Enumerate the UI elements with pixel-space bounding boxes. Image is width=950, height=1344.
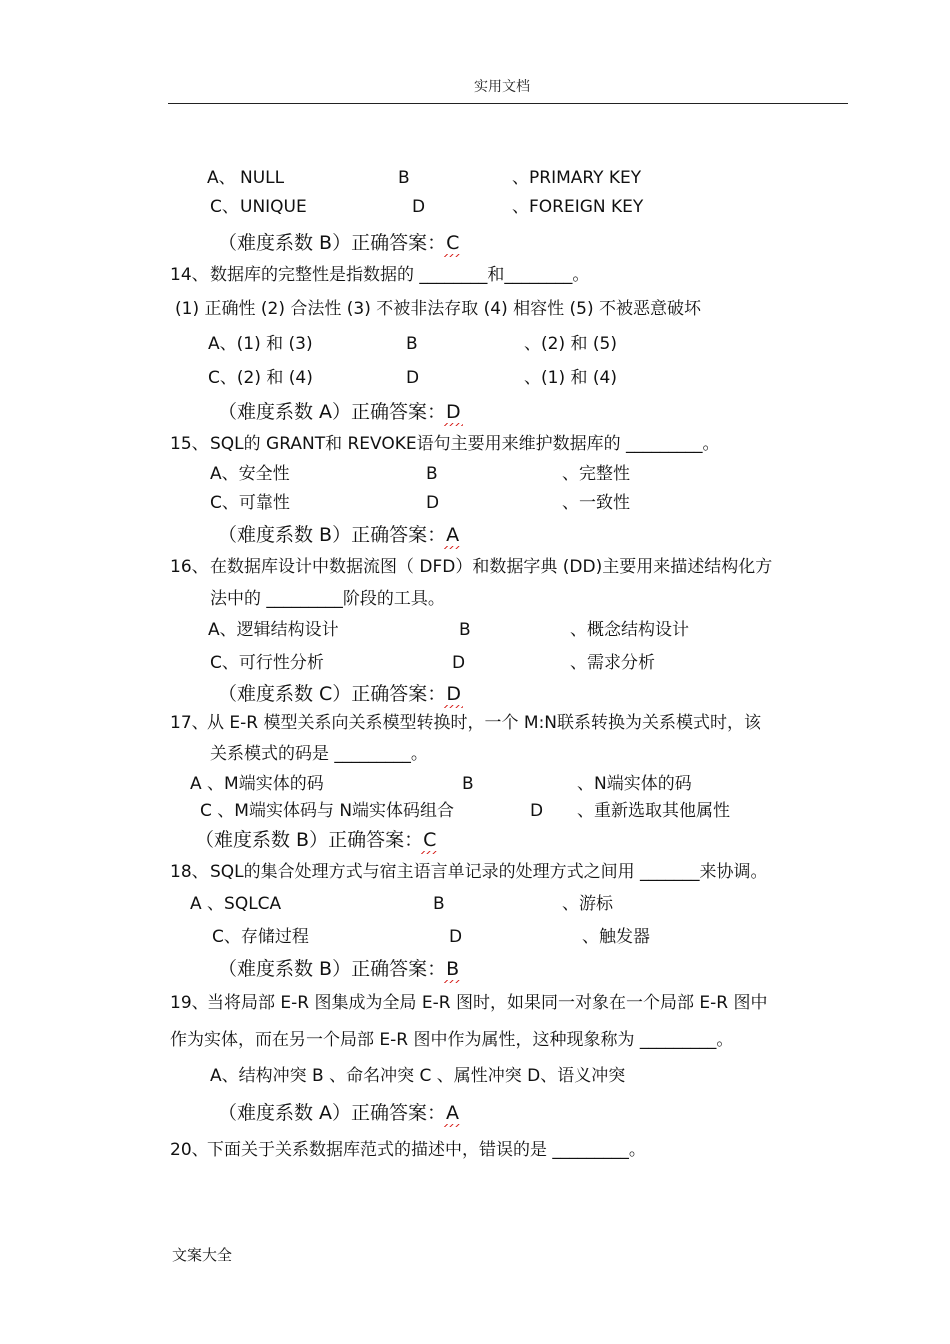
q14-option-d-label: D <box>406 368 420 388</box>
q16-difficulty-label: （难度系数 C）正确答案： <box>218 683 447 705</box>
q19-stem-line2: 作为实体，而在另一个局部 E-R 图中作为属性，这种现象称为 _________。 <box>170 1030 734 1050</box>
q15-difficulty <box>218 526 459 545</box>
q17-answer: C <box>423 829 437 851</box>
q20-stem: 下面关于关系数据库范式的描述中，错误的是 _________。 <box>207 1140 646 1160</box>
q13-difficulty-label: （难度系数 B）正确答案： <box>218 232 447 254</box>
q18-option-b-label: B <box>433 894 445 914</box>
q17-stem-line1: 从 E-R 模型关系向关系模型转换时，一个 M:N联系转换为关系模式时，该 <box>207 713 762 733</box>
q13-difficulty <box>218 234 459 253</box>
q16-option-b-text: 、概念结构设计 <box>570 620 689 640</box>
q16-option-c: C、可行性分析 <box>210 653 324 673</box>
q16-option-a: A、逻辑结构设计 <box>208 620 339 640</box>
q14-answer: D <box>446 401 461 423</box>
q19-stem-line1: 当将局部 E-R 图集成为全局 E-R 图时，如果同一对象在一个局部 E-R 图中 <box>207 993 768 1013</box>
q17-option-d-text: 、重新选取其他属性 <box>577 801 730 821</box>
q18-number: 18、 <box>170 862 209 882</box>
q18-stem: SQL的集合处理方式与宿主语言单记录的处理方式之间用 _______来协调。 <box>210 862 768 882</box>
q14-statements: (1) 正确性 (2) 合法性 (3) 不被非法存取 (4) 相容性 (5) 不被恶意破坏 <box>175 299 702 319</box>
q17-number: 17、 <box>170 713 209 733</box>
q18-option-b-text: 、游标 <box>562 894 613 914</box>
q16-option-d-text: 、需求分析 <box>570 653 655 673</box>
q14-difficulty <box>218 403 461 422</box>
q15-difficulty-label: （难度系数 B）正确答案： <box>218 524 447 546</box>
q19-difficulty-label: （难度系数 A）正确答案： <box>218 1102 447 1124</box>
q14-option-c: C、(2) 和 (4) <box>208 368 313 388</box>
q18-difficulty-label: （难度系数 B）正确答案： <box>218 958 447 980</box>
q16-option-b-label: B <box>459 620 471 640</box>
q16-option-d-label: D <box>452 653 466 673</box>
q15-number: 15、 <box>170 434 209 454</box>
q15-answer: A <box>446 524 460 546</box>
q15-option-d-label: D <box>426 493 440 513</box>
q18-option-c: C、存储过程 <box>212 927 309 947</box>
q17-option-c: C 、M端实体码与 N端实体码组合 <box>200 801 455 821</box>
q13-option-d-text: 、FOREIGN KEY <box>512 197 644 217</box>
q17-stem-line2: 关系模式的码是 _________。 <box>210 744 428 764</box>
q14-option-d-text: 、(1) 和 (4) <box>524 368 617 388</box>
q19-options: A、结构冲突 B 、命名冲突 C 、属性冲突 D、语义冲突 <box>210 1066 626 1086</box>
page-footer-text: 文案大全 <box>172 1246 233 1264</box>
q13-option-b-label: B <box>398 168 410 188</box>
q16-difficulty <box>218 685 461 704</box>
q19-difficulty <box>218 1104 459 1123</box>
q14-option-b-label: B <box>406 334 418 354</box>
q19-answer: A <box>446 1102 460 1124</box>
q16-answer: D <box>446 683 461 705</box>
q13-option-b-text: 、PRIMARY KEY <box>512 168 642 188</box>
q15-option-d-text: 、一致性 <box>562 493 630 513</box>
q14-stem: 数据库的完整性是指数据的 ________和________。 <box>210 265 590 285</box>
q19-number: 19、 <box>170 993 209 1013</box>
q17-difficulty <box>195 831 436 850</box>
q13-option-c-label: C、 <box>210 197 239 217</box>
q14-option-b-text: 、(2) 和 (5) <box>524 334 617 354</box>
header-rule <box>168 103 848 104</box>
q18-answer: B <box>446 958 460 980</box>
q17-option-b-label: B <box>462 774 474 794</box>
q17-option-b-text: 、N端实体的码 <box>577 774 692 794</box>
q13-option-d-label: D <box>412 197 426 217</box>
q17-option-d-label: D <box>530 801 544 821</box>
q18-option-a: A 、SQLCA <box>190 894 282 914</box>
q13-option-c-text: UNIQUE <box>240 197 307 217</box>
q15-option-c: C、可靠性 <box>210 493 290 513</box>
q17-difficulty-label: （难度系数 B）正确答案： <box>195 829 424 851</box>
q16-stem-line1: 在数据库设计中数据流图（ DFD）和数据字典 (DD)主要用来描述结构化方 <box>210 557 773 577</box>
page-header-title: 实用文档 <box>474 79 530 95</box>
q17-option-a: A 、M端实体的码 <box>190 774 324 794</box>
q16-number: 16、 <box>170 557 209 577</box>
q20-number: 20、 <box>170 1140 209 1160</box>
q14-difficulty-label: （难度系数 A）正确答案： <box>218 401 447 423</box>
q14-number: 14、 <box>170 265 209 285</box>
q15-option-b-text: 、完整性 <box>562 464 630 484</box>
q16-stem-line2: 法中的 _________阶段的工具。 <box>210 589 445 609</box>
q13-answer: C <box>446 232 460 254</box>
q18-difficulty <box>218 960 459 979</box>
q13-option-a-text: NULL <box>240 168 285 188</box>
q14-option-a: A、(1) 和 (3) <box>208 334 313 354</box>
q13-option-a-label: A、 <box>207 168 236 188</box>
q15-option-a: A、安全性 <box>210 464 290 484</box>
q18-option-d-label: D <box>449 927 463 947</box>
q15-option-b-label: B <box>426 464 438 484</box>
q18-option-d-text: 、触发器 <box>582 927 650 947</box>
q15-stem: SQL的 GRANT和 REVOKE语句主要用来维护数据库的 _________。 <box>210 434 720 454</box>
